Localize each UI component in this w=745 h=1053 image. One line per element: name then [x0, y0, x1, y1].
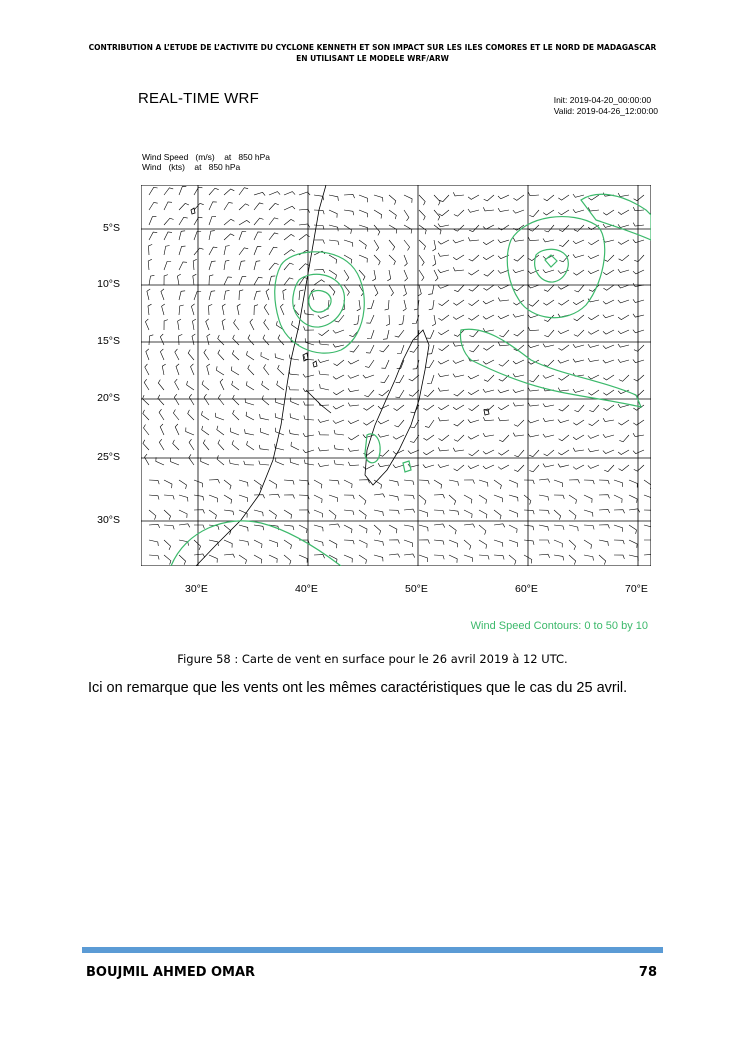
init-time: Init: 2019-04-20_00:00:00 — [553, 95, 652, 105]
header-line-1: CONTRIBUTION A L’ETUDE DE L’ACTIVITE DU CYCLONE KENNETH ET SON IMPACT SUR LES ILES COMORES ET LE NORD DE MADAGASCAR — [88, 43, 657, 52]
field-legend — [142, 152, 270, 172]
footer-rule — [82, 947, 663, 953]
contour-legend: Wind Speed Contours: 0 to 50 by 10 — [470, 620, 648, 632]
footer-author: BOUJMIL AHMED OMAR — [86, 965, 256, 980]
latitude-label: 10°S — [97, 278, 120, 290]
figure-caption: Figure 58 : Carte de vent en surface pour le 26 avril 2019 à 12 UTC. — [177, 652, 568, 666]
wind-map-figure — [97, 85, 660, 645]
latitude-label: 30°S — [97, 514, 120, 526]
longitude-label: 60°E — [515, 583, 538, 595]
figure-times — [554, 95, 658, 117]
wind-map — [141, 185, 651, 566]
field-wind-barbs: Wind (kts) at 850 hPa — [142, 162, 241, 172]
latitude-label: 25°S — [97, 451, 120, 463]
valid-time: Valid: 2019-04-26_12:00:00 — [553, 106, 658, 116]
page-number: 78 — [638, 965, 657, 980]
latitude-label: 15°S — [97, 335, 120, 347]
header-line-2: EN UTILISANT LE MODELE WRF/ARW — [296, 54, 449, 63]
longitude-label: 40°E — [295, 583, 318, 595]
longitude-label: 70°E — [625, 583, 648, 595]
figure-title: REAL-TIME WRF — [138, 90, 259, 107]
page-header — [60, 42, 685, 64]
body-paragraph: Ici on remarque que les vents ont les mêmes caractéristiques que le cas du 25 avril. — [88, 680, 628, 696]
latitude-label: 5°S — [102, 222, 120, 234]
latitude-label: 20°S — [97, 392, 120, 404]
longitude-label: 30°E — [185, 583, 208, 595]
field-wind-speed: Wind Speed (m/s) at 850 hPa — [142, 152, 271, 162]
longitude-label: 50°E — [405, 583, 428, 595]
